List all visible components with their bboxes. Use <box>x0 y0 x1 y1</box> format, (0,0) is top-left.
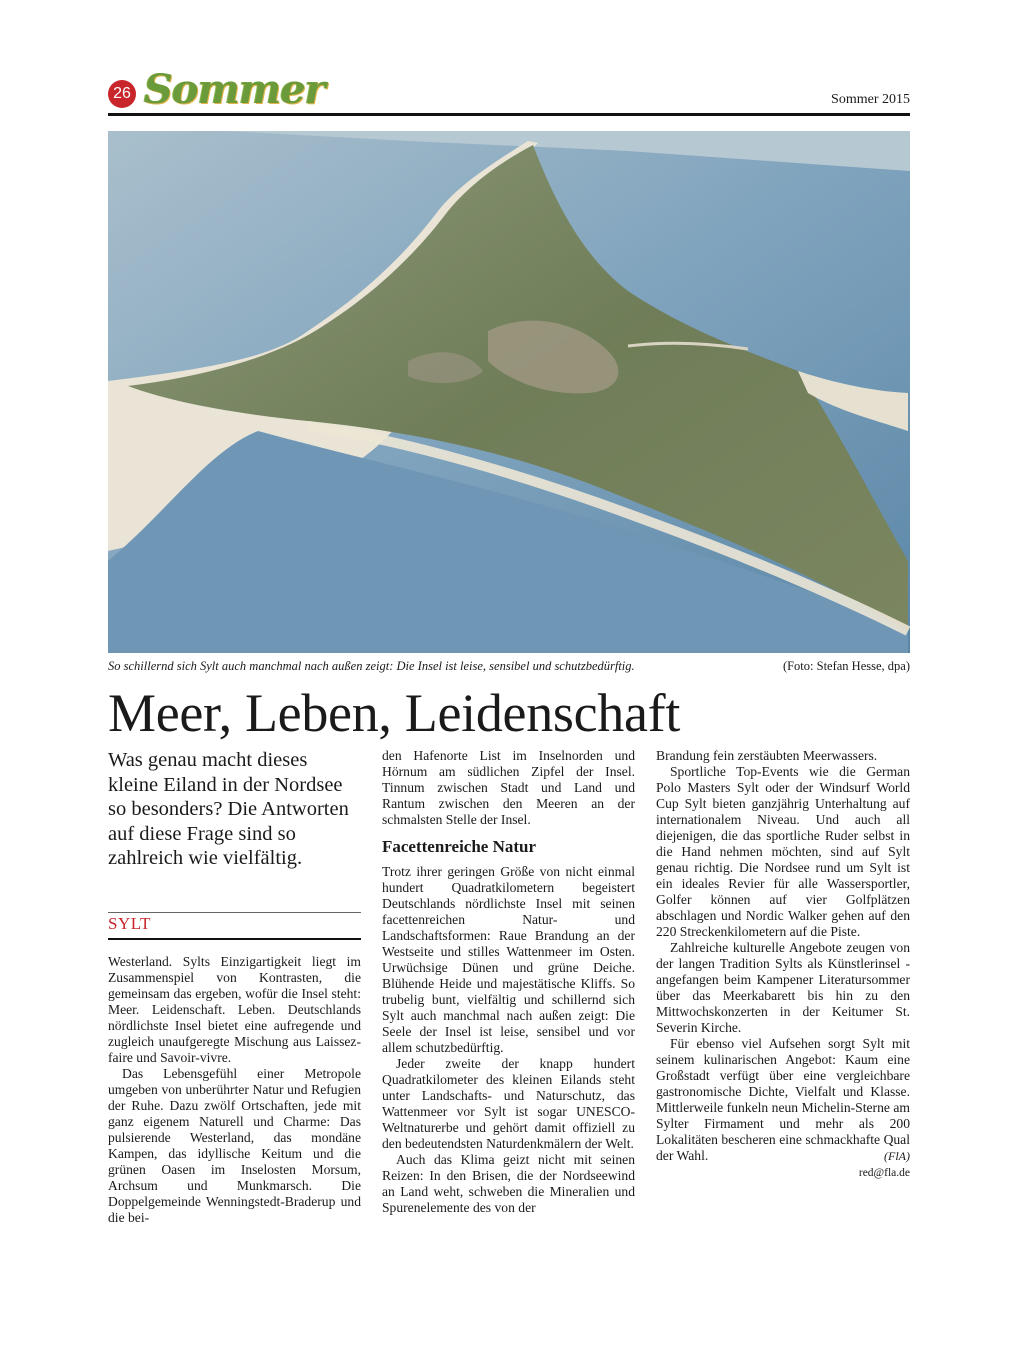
island-illustration <box>108 131 910 653</box>
issue-label: Sommer 2015 <box>831 92 910 107</box>
body-paragraph: Trotz ihrer geringen Größe von nicht einmal hundert Quadratkilometern begeistert Deutschlands nördlichste Insel mit seinen facettenreichen Natur- und Landschaftsformen: Raue Brandung an der Westseite und stilles Wattenmeer im Osten. Urwüchsige Dünen und grüne Deiche. Blühende Heide und majestätische Kliffs. So trubelig bunt, vielfältig und schillernd sich Sylt auch manchmal nach außen zeigt: Die Seele der Insel ist leise, sensibel und vor allem schutzbedürftig. <box>382 864 635 1055</box>
author-signature: (FlA) <box>884 1149 910 1163</box>
article-headline: Meer, Leben, Leidenschaft <box>108 683 681 743</box>
author-email[interactable]: red@fla.de <box>858 1167 910 1179</box>
article-lead: Was genau macht dieses kleine Eiland in der Nordsee so besonders? Die Antworten auf diese Frage sind so zahlreich wie vielfältig. <box>108 749 349 869</box>
section-label: SYLT <box>108 913 151 933</box>
body-paragraph: Sportliche Top-Events wie die German Polo Masters Sylt oder der Windsurf World Cup Sylt bieten ganzjährig Unterhaltung auf internationalem Niveau. Und auch all diejenigen, die das sportliche Ruder selbst in die Hand nehmen möchten, sind auf Sylt genau richtig. Die Nordsee rund um Sylt ist ein ideales Revier für alle Wassersportler, Golfer können auf vier Golfplätzen abschlagen und Nordic Walker gehen auf den 220 Streckenkilometern auf die Piste. <box>656 764 910 939</box>
article-subhead: Facettenreiche Natur <box>382 837 537 856</box>
photo-caption <box>108 659 910 677</box>
column-2 <box>382 748 635 1216</box>
aerial-photo <box>108 131 910 653</box>
body-paragraph: Westerland. Sylts Einzigartigkeit liegt im Zusammenspiel von Kontrasten, die gemeinsam das ergeben, wofür die Insel steht: Meer. Leidenschaft. Leben. Deutschlands nördlichste Insel bietet eine aufregende und zugleich unaufgeregte Mischung aus Laissez-faire und Savoir-vivre. <box>108 953 361 1065</box>
section-header <box>108 912 361 946</box>
page-number: 26 <box>108 80 136 108</box>
body-paragraph: Jeder zweite der knapp hundert Quadratkilometer des kleinen Eilands steht unter Landschafts- und Naturschutz, das Wattenmeer vor Sylt ist sogar UNESCO-Weltnaturerbe und gehört damit offiziell zu den bedeutendsten Naturdenkmälern der Welt. <box>382 1056 635 1151</box>
header-rule <box>108 113 910 116</box>
page-header <box>108 66 910 116</box>
body-paragraph: Zahlreiche kulturelle Angebote zeugen von der langen Tradition Sylts als Künstlerinsel - angefangen beim Kampener Literatursommer über das Meerkabarett bis hin zu den Mittwochskonzerten in der Keitumer St. Severin Kirche. <box>656 940 910 1035</box>
section-rule <box>108 938 361 940</box>
body-paragraph: Brandung fein zerstäubten Meerwassers. <box>656 748 878 763</box>
photo-credit: (Foto: Stefan Hesse, dpa) <box>782 659 910 673</box>
column-3 <box>656 748 910 1181</box>
sommer-logo: Sommer <box>144 66 325 113</box>
caption-text: So schillernd sich Sylt auch manchmal nach außen zeigt: Die Insel ist leise, sensibel und schutzbedürftig. <box>108 659 635 673</box>
column-1 <box>108 748 361 1226</box>
body-paragraph: Das Lebensgefühl einer Metropole umgeben von unberührter Natur und Refugien der Ruhe. Dazu zwölf Ortschaften, jede mit ganz eigenem Naturell und Charme: Das pulsierende Westerland, das mondäne Kampen, das idyllische Keitum und die grünen Oasen im Inselosten Morsum, Archsum und Munkmarsch. Die Doppelgemeinde Wenningstedt-Braderup und die bei- <box>108 1065 361 1225</box>
body-paragraph: Auch das Klima geizt nicht mit seinen Reizen: In den Brisen, die der Nordseewind an Land weht, schweben die Mineralien und Spurenelemente des von der <box>382 1152 635 1215</box>
body-paragraph: den Hafenorte List im Inselnorden und Hörnum am südlichen Zipfel der Insel. Tinnum zwischen Stadt und Land und Rantum zwischen den Meeren an der schmalsten Stelle der Insel. <box>382 748 635 827</box>
body-paragraph: Für ebenso viel Aufsehen sorgt Sylt mit seinem kulinarischen Angebot: Kaum eine Großstadt verfügt über eine vergleichbare gastronomische Dichte, Vielfalt und Klasse. Mittlerweile funkeln neun Michelin-Sterne am Sylter Firmament und mehr als 200 Lokalitäten bescheren eine schmackhafte Qual der Wahl. <box>656 1036 910 1163</box>
